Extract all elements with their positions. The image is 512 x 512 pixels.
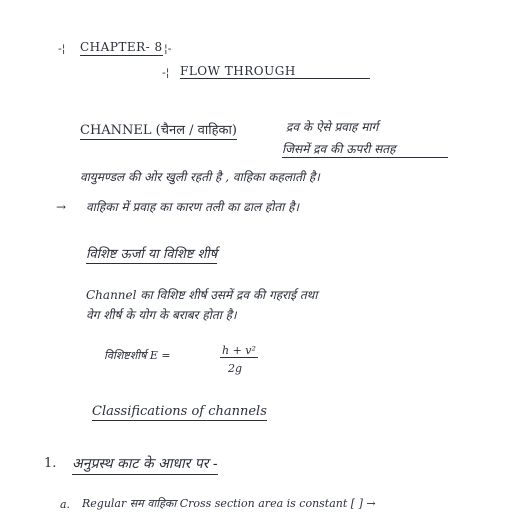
heading-mark-right: ¦- [164, 42, 172, 55]
channel-def-line1: द्रव के ऐसे प्रवाह मार्ग [286, 120, 379, 134]
item1-text: अनुप्रस्थ काट के आधार पर - [72, 454, 218, 475]
item-a-text: Regular सम वाहिका Cross section area is constant [ ] → [82, 497, 376, 510]
channel-def-line2: जिसमें द्रव की ऊपरी सतह [282, 140, 448, 158]
chapter-title: FLOW THROUGH [180, 64, 370, 79]
specific-energy-para2: वेग शीर्ष के योग के बराबर होता है। [86, 308, 237, 322]
item-a-marker: a. [60, 498, 71, 511]
formula-denominator: 2g [228, 362, 243, 375]
heading-mark-left: -¦ [58, 42, 66, 55]
specific-energy-para1: Channel का विशिष्ट शीर्ष उसमें द्रव की गहराई तथा [86, 288, 318, 302]
item1-number: 1. [44, 456, 57, 471]
classification-heading: Classifications of channels [92, 404, 267, 419]
channel-def-line3: वायुमण्डल की ओर खुली रहती है , वाहिका कहलाती है। [80, 170, 320, 184]
specific-energy-heading: विशिष्ट ऊर्जा या विशिष्ट शीर्ष [86, 244, 217, 264]
note-arrow-icon: → [56, 200, 67, 214]
title-mark-left: -¦ [162, 66, 170, 79]
channel-term: CHANNEL (चैनल / वाहिका) [80, 120, 237, 140]
chapter-label: CHAPTER- 8 [80, 40, 163, 54]
formula-label: विशिष्टशीर्ष E = [104, 349, 171, 362]
formula-numerator: h + v² [222, 344, 256, 357]
channel-def-line4: वाहिका में प्रवाह का कारण तली का ढाल होता है। [86, 200, 300, 214]
